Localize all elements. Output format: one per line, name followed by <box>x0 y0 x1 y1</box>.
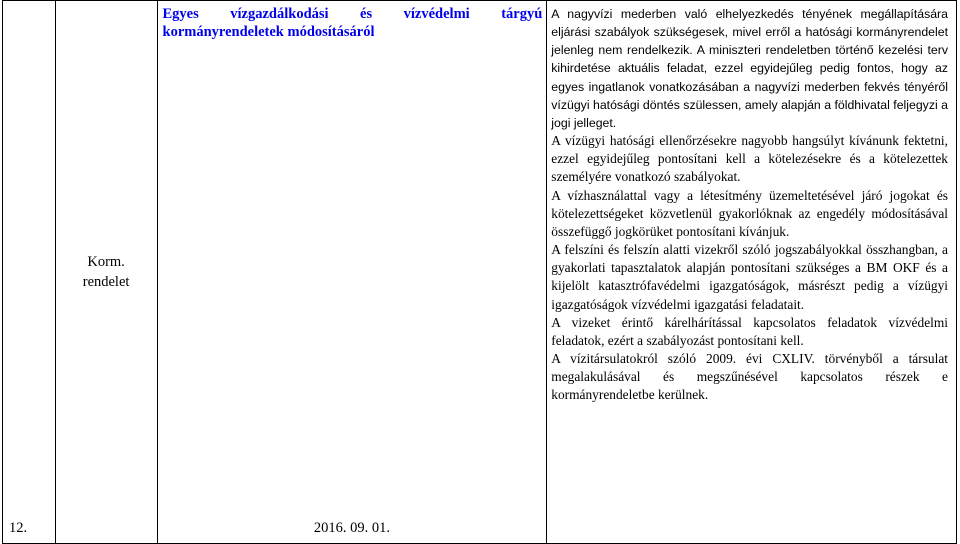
regulation-type-line-1: Korm. <box>87 254 125 270</box>
explanation-paragraph-6: A vízitársulatokról szóló 2009. évi CXLIV. törvényből a társulat megalakulásával és megszűnésével kapcsolatos részek e kormányrendeletbe kerülnek. <box>551 350 948 403</box>
explanation-paragraph-3: A vízhasználattal vagy a létesítmény üzemeltetésével járó jogokat és kötelezettségeket közvetlenül gyakorlóknak az engedély módosításával összefüggő jogkörüket pontosítani kívánjuk. <box>551 187 948 239</box>
regulation-title-cell <box>157 1 547 544</box>
regulation-title: Egyes vízgazdálkodási és vízvédelmi tárgyú kormányrendeletek módosításáról <box>162 6 543 40</box>
explanation-paragraph-5: A vizeket érintő kárelhárítással kapcsolatos feladatok vízvédelmi feladatok, ezért a szabályozást pontosítani kell. <box>551 314 948 348</box>
explanation-paragraph-4: A felszíni és felszín alatti vizekről szóló jogszabályokkal összhangban, a gyakorlati tapasztalatok alapján pontosítani szükséges a BM OKF és a kijelölt katasztrófavédelmi igazgatóságok, másrészt pedig a vízügyi igazgatóságok vízvédelmi igazgatási feladatait. <box>551 242 948 312</box>
row-number: 12. <box>3 1 56 544</box>
regulation-type-cell <box>55 1 157 544</box>
regulation-type-line-2: rendelet <box>82 274 130 290</box>
table-row <box>3 1 957 544</box>
effective-date: 2016. 09. 01. <box>313 520 390 536</box>
explanation-paragraph-1: A nagyvízi mederben való elhelyezkedés tényének megállapítására eljárási szabályok szükségesek, mivel erről a hatósági kormányrendelet jelenleg nem rendelkezik. A miniszteri rendeletben történő kezelési terv kihirdetése aktuális feladat, ezzel egyidejűleg pedig fontos, hogy az egyes ingatlanok vonatkozásában a nagyvízi mederben fekvés tényéről vízügyi hatósági döntés szülessen, amely alapján a földhivatal feljegyzi a jogi jelleget. <box>551 7 948 130</box>
explanation-cell <box>547 1 957 544</box>
explanation-paragraph-2: A vízügyi hatósági ellenőrzésekre nagyobb hangsúlyt kívánunk fektetni, ezzel egyidejűleg pontosítani kell a kötelezésekre és a kötelezettek személyére vonatkozó szabályokat. <box>551 133 948 185</box>
regulation-table <box>2 0 957 544</box>
